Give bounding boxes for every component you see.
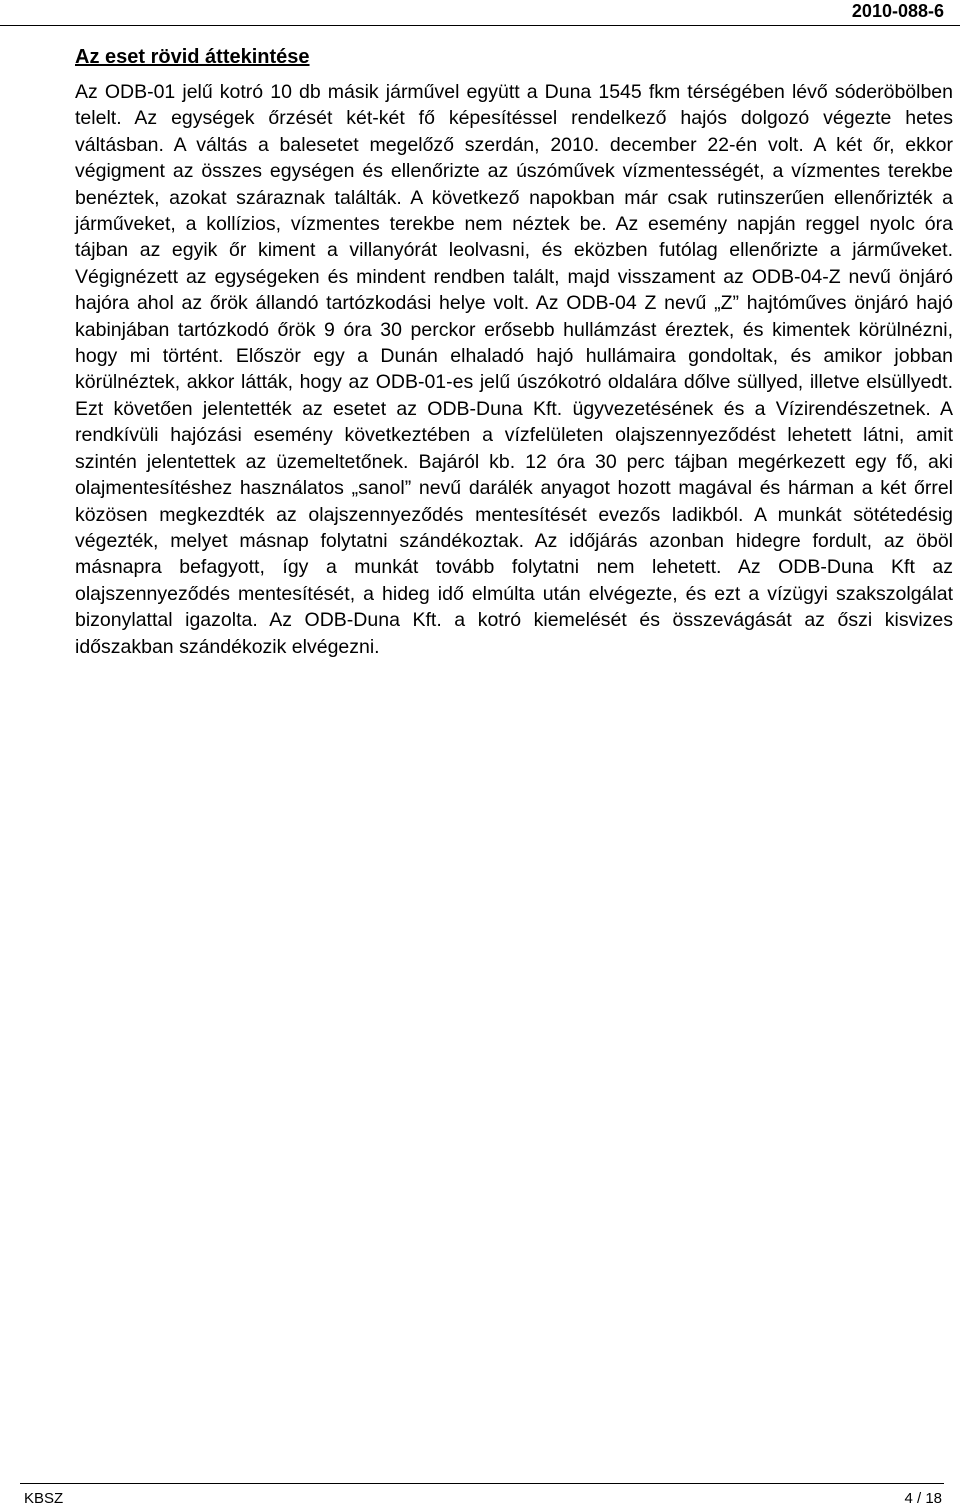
page-number: 4 / 18 xyxy=(904,1490,942,1507)
footer-divider xyxy=(20,1483,944,1484)
section-heading: Az eset rövid áttekintése xyxy=(75,46,310,68)
document-id: 2010-088-6 xyxy=(851,1,944,21)
body-paragraph: Az ODB-01 jelű kotró 10 db másik járművel együtt a Duna 1545 fkm térségében lévő sóderöbölben telelt. Az egységek őrzését két-két fő képesítéssel rendelkező hajós dolgozó végezte hetes váltásban. A váltás a balesetet megelőző szerdán, 2010. december 22-én volt. A két őr, ekkor végigment az összes egységen és ellenőrizte az úszóművek vízmentességét, a vízmentes terekbe benéztek, azokat száraznak találták. A következő napokban már csak rutinszerűen ellenőrizték a járműveket, a kollízios, vízmentes terekbe nem néztek be. Az esemény napján reggel nyolc óra tájban az egyik őr kiment a villanyórát leolvasni, és eközben futólag ellenőrizte a járműveket. Végignézett az egységeken és mindent rendben talált, majd visszament az ODB-04-Z nevű önjáró hajóra ahol az őrök állandó tartózkodási helye volt. Az ODB-04 Z nevű „Z” hajtóműves önjáró hajó kabinjában tartózkodó őrök 9 óra 30 perckor erősebb hullámzást éreztek, és kimentek körülnézni, hogy mi történt. Először egy a Dunán elhaladó hajó hullámaira gondoltak, és amikor jobban körülnéztek, akkor látták, hogy az ODB-01-es jelű úszókotró oldalára dőlve süllyed, illetve elsüllyedt. Ezt követően jelentették az esetet az ODB-Duna Kft. ügyvezetésének és a Vízirendészetnek. A rendkívüli hajózási esemény következtében a vízfelületen olajszennyeződést lehetett látni, amit szintén jelentettek az üzemeltetőnek. Bajáról kb. 12 óra 30 perc tájban megérkezett egy fő, aki olajmentesítéshez használatos „sanol” nevű darálék anyagot hozott magával és hárman a két őrrel közösen megkezdték az olajszennyeződés mentesítését evezős ladikból. A munkát sötétedésig végezték, melyet másnap folytatni szándékoztak. Az időjárás azonban hidegre fordult, az öböl másnapra befagyott, így a munkát tovább folytatni nem lehetett. Az ODB-Duna Kft az olajszennyeződés mentesítését, a hideg idő elmúlta után elvégezte, és ezt a vízügyi szakszolgálat bizonylattal igazolta. Az ODB-Duna Kft. a kotró kiemelését és összevágását az őszi kisvizes időszakban szándékozik elvégezni. xyxy=(75,81,953,658)
footer-org: KBSZ xyxy=(24,1490,64,1507)
header-divider xyxy=(0,25,960,26)
